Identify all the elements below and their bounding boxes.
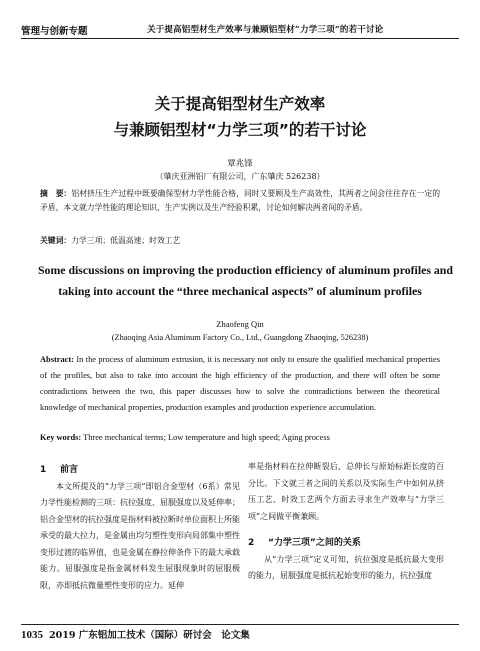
- paragraph: 从“力学三项”定义可知，抗拉强度是抵抗最大变形的能力，屈服强度是抵抗起始变形的能力，抗拉强度: [248, 554, 444, 580]
- section-title: 前言: [60, 465, 79, 475]
- body-column-right: [248, 459, 444, 585]
- abstract-cn: [40, 187, 440, 215]
- author-cn: 覃兆锋: [227, 159, 253, 169]
- paragraph: 本文所提及的“力学三项”即铝合金型材（6系）常见力学性能检测的三项：抗拉强度、屈服强度以及延伸率；铝合金型材的抗拉强度是指材料被拉断时单位面积上所能承受的最大拉力，是金属由均匀塑性变形向局部集中塑性变形过渡的临界值，也是金属在静拉伸条件下的最大承载能力。屈服强度是指金属材料发生屈服现象时的屈服极限，亦即抵抗微量塑性变形的应力。延伸: [40, 481, 240, 590]
- keywords-cn-text: 力学三项；低温高速；时效工艺: [71, 236, 181, 245]
- header-rule: [21, 38, 459, 39]
- keywords-cn: [40, 235, 440, 246]
- title-cn-line2: 与兼顾铝型材“力学三项”的若干讨论: [113, 121, 367, 139]
- section-heading-2: [248, 535, 444, 552]
- abstract-en-text: In the process of aluminum extrusion, it is necessary not only to ensure the qualified mechanical properties of the profiles, but also to take into account the high efficiency of the production, and there will often be some contradictions between the two, this paper discusses how to solve the contradictions between the theoretical knowledge of mechanical properties, production examples and production experience accumulation.: [40, 355, 440, 412]
- section-label: 管理与创新专题: [21, 26, 88, 37]
- abstract-en: [40, 352, 440, 416]
- section-heading-1: [40, 462, 240, 479]
- body-column-left: [40, 459, 240, 594]
- conference-name: 2019 广东铝加工技术（国际）研讨会 论文集: [49, 630, 250, 641]
- title-cn-line1: 关于提高铝型材生产效率: [154, 95, 326, 113]
- keywords-en: [40, 433, 440, 442]
- abstract-en-label: Abstract:: [40, 355, 74, 364]
- page-footer: [21, 627, 459, 645]
- section-title: “力学三项”之间的关系: [268, 538, 361, 548]
- footer-rule: [21, 624, 459, 625]
- keywords-cn-label: 关键词：: [40, 236, 72, 245]
- section-number: 2: [248, 538, 255, 548]
- keywords-en-label: Key words:: [40, 433, 82, 442]
- affiliation-cn: （肇庆亚洲铝厂有限公司，广东肇庆 526238）: [155, 172, 325, 181]
- title-en-line2: taking into account the “three mechanical aspects” of aluminum profiles: [58, 284, 422, 298]
- affiliation-en: (Zhaoqing Asia Aluminum Factory Co., Ltd., Guangdong Zhaoqing, 526238): [111, 333, 369, 342]
- keywords-en-text: Three mechanical terms; Low temperature and high speed; Aging process: [81, 433, 330, 442]
- paragraph: 率是指材料在拉伸断裂后，总伸长与原始标距长度的百分比。下文就三者之间的关系以及实际生产中如何从挤压工艺、时效工艺两个方面去寻求生产效率与“力学三项”之间做平衡兼顾。: [248, 462, 444, 521]
- title-en-line1: Some discussions on improving the production efficiency of aluminum profiles and: [38, 263, 453, 277]
- abstract-cn-text: 铝材挤压生产过程中既要确保型材力学性能合格，同时又要顾及生产高效性，其两者之间会往往存在一定的矛盾，本文就力学性能的理论知识、生产实例以及生产经验积累，讨论如何解决两者间的矛盾。: [40, 189, 441, 212]
- page-number: 1035: [21, 629, 43, 641]
- author-en: Zhaofeng Qin: [216, 319, 264, 329]
- section-number: 1: [40, 465, 47, 475]
- running-title: 关于提高铝型材生产效率与兼顾铝型材“力学三项”的若干讨论: [147, 25, 384, 35]
- page-header: [21, 22, 459, 38]
- abstract-cn-label: 摘 要：: [40, 189, 72, 198]
